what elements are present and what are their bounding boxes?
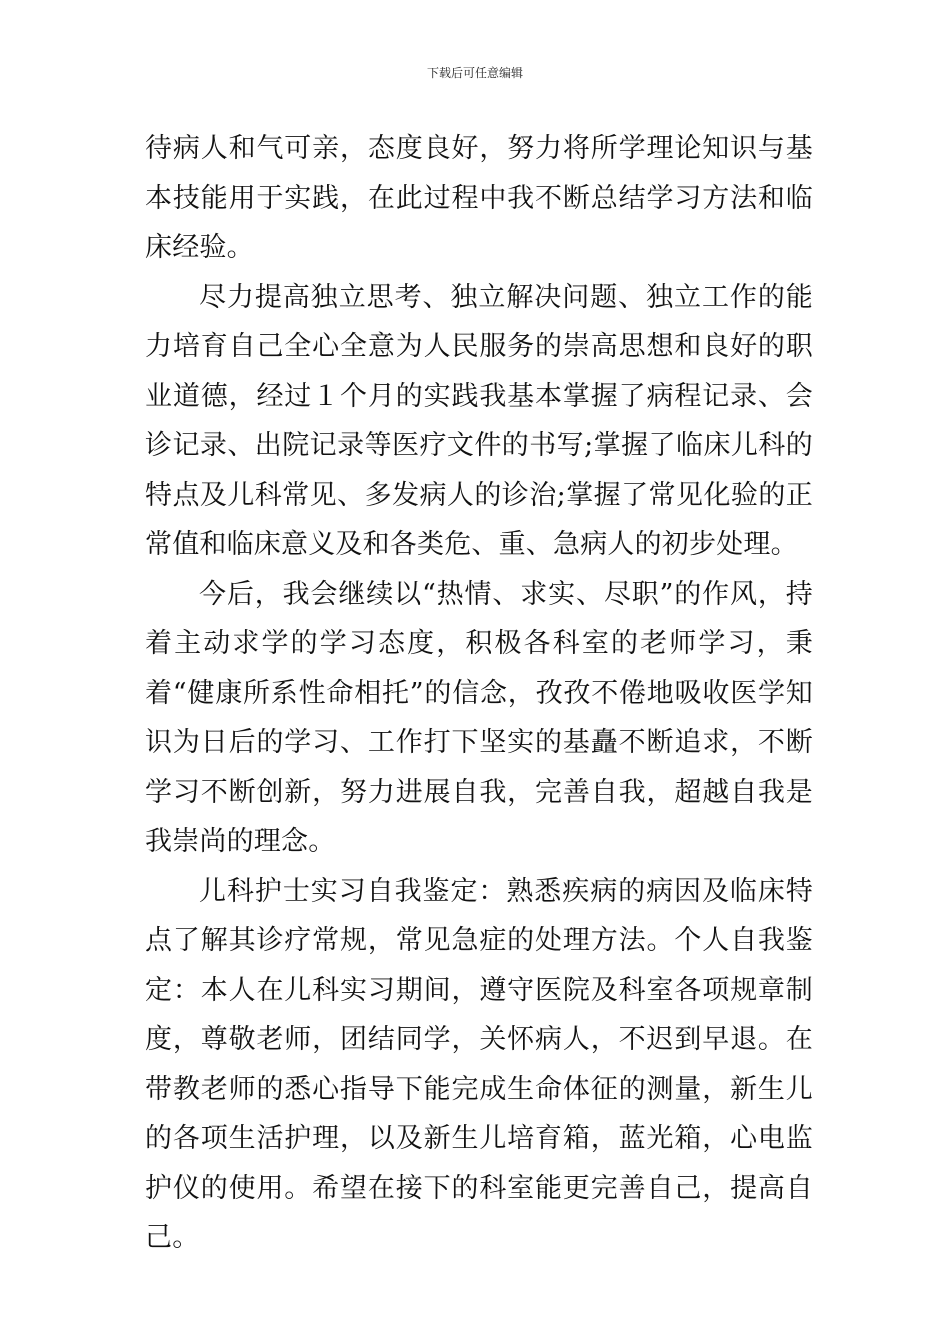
document-body [145, 124, 813, 1263]
paragraph-abilities: 尽力提高独立思考、独立解决问题、独立工作的能力培育自己全心全意为人民服务的崇高思想和良好的职业道德，经过１个月的实践我基本掌握了病程记录、会诊记录、出院记录等医疗文件的书写;掌握了临床儿科的特点及儿科常见、多发病人的诊治;掌握了常见化验的正常值和临床意义及和各类危、重、急病人的初步处理。 [145, 281, 813, 560]
paragraph-future-plans: 今后，我会继续以“热情、求实、尽职”的作风，持着主动求学的学习态度，积极各科室的老师学习，秉着“健康所系性命相托”的信念，孜孜不倦地吸收医学知识为日后的学习、工作打下坚实的基矗不断追求，不断学习不断创新，努力进展自我，完善自我，超越自我是我崇尚的理念。 [145, 578, 813, 857]
paragraph-self-assessment: 儿科护士实习自我鉴定：熟悉疾病的病因及临床特点了解其诊疗常规，常见急症的处理方法。个人自我鉴定：本人在儿科实习期间，遵守医院及科室各项规章制度，尊敬老师，团结同学，关怀病人，不迟到早退。在带教老师的悉心指导下能完成生命体征的测量，新生儿的各项生活护理，以及新生儿培育箱，蓝光箱，心电监护仪的使用。希望在接下的科室能更完善自己，提高自己。 [145, 875, 813, 1253]
page-header-note: 下载后可任意编辑 [426, 66, 523, 80]
paragraph-continuation: 待病人和气可亲，态度良好，努力将所学理论知识与基本技能用于实践，在此过程中我不断总结学习方法和临床经验。 [145, 133, 813, 263]
